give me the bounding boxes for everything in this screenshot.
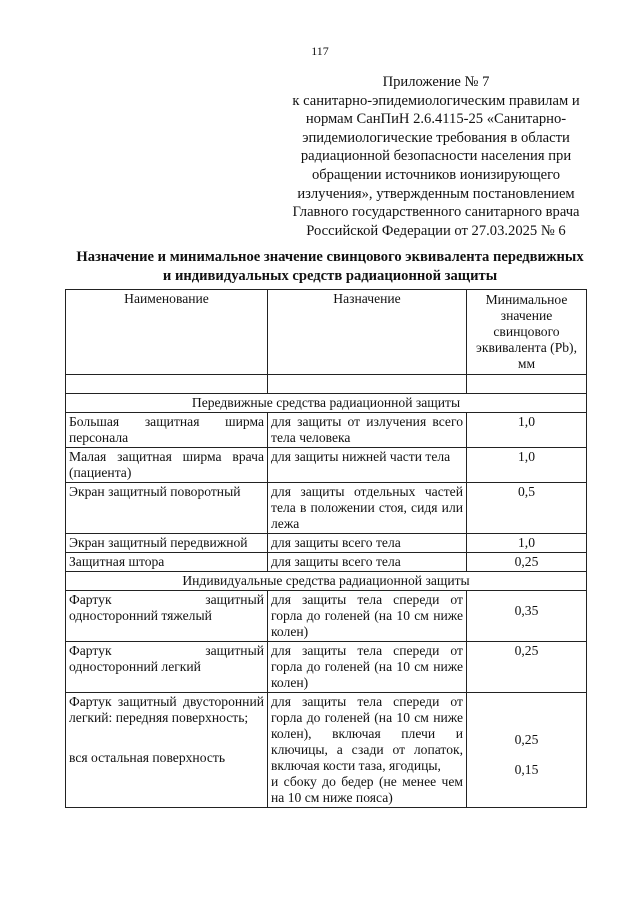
page-number: 117 (311, 44, 329, 58)
item-name-front: Фартук защитный двусторонний легкий: передняя поверхность; (69, 694, 264, 725)
appendix-line: к санитарно-эпидемиологическим правилам и (292, 92, 580, 109)
item-value: 0,25 (467, 553, 587, 572)
item-name: Фартук защитный односторонний легкий (66, 642, 268, 693)
appendix-line: обращении источников ионизирующего (311, 166, 561, 183)
appendix-heading (286, 73, 586, 240)
item-name-rest: вся остальная поверхность (69, 750, 226, 765)
table-spacer-row (66, 375, 587, 394)
item-value-front: 0,25 (514, 732, 539, 747)
table-row (66, 591, 587, 642)
title-line: и индивидуальных средств радиационной защиты (162, 267, 498, 284)
item-purpose: для защиты от излучения всего тела человека (268, 413, 467, 448)
appendix-line: эпидемиологические требования в области (302, 129, 570, 146)
item-purpose: для защиты тела спереди от горла до голеней (на 10 см ниже колен) (268, 642, 467, 693)
table-row (66, 693, 587, 808)
table-row (66, 534, 587, 553)
item-value: 1,0 (467, 534, 587, 553)
title-line: Назначение и минимальное значение свинцового эквивалента передвижных (76, 249, 584, 265)
item-purpose-line: для защиты тела спереди от горла до голеней (на 10 см ниже колен), включая плечи и ключицы, а сзади от лопаток, включая кости таза, ягодицы, (271, 694, 463, 773)
item-name-double-apron (66, 693, 268, 808)
item-value-double-apron (467, 693, 587, 808)
table-row (66, 413, 587, 448)
header-value: Минимальное значение свинцового эквивалента (Pb), мм (467, 290, 587, 375)
item-purpose: для защиты отдельных частей тела в положении стоя, сидя или лежа (268, 483, 467, 534)
item-name: Малая защитная ширма врача (пациента) (66, 448, 268, 483)
item-value-rest: 0,15 (514, 762, 539, 777)
section-row-individual (66, 572, 587, 591)
item-name: Большая защитная ширма персонала (66, 413, 268, 448)
item-name: Экран защитный передвижной (66, 534, 268, 553)
header-name: Наименование (66, 290, 268, 375)
section-title: Индивидуальные средства радиационной защиты (66, 572, 587, 591)
appendix-line: Российской Федерации от 27.03.2025 № 6 (306, 222, 566, 239)
item-name: Защитная штора (66, 553, 268, 572)
table-header-row (66, 290, 587, 375)
item-purpose: для защиты нижней части тела (268, 448, 467, 483)
appendix-line: Приложение № 7 (382, 74, 490, 90)
item-purpose: для защиты всего тела (268, 534, 467, 553)
table-row (66, 448, 587, 483)
table-row (66, 483, 587, 534)
table-row (66, 642, 587, 693)
item-value: 1,0 (467, 448, 587, 483)
item-value: 1,0 (467, 413, 587, 448)
section-row-mobile (66, 394, 587, 413)
section-title: Передвижные средства радиационной защиты (66, 394, 587, 413)
header-purpose: Назначение (268, 290, 467, 375)
table-row (66, 553, 587, 572)
appendix-line: Главного государственного санитарного врача (292, 204, 580, 221)
item-value: 0,5 (467, 483, 587, 534)
item-name: Фартук защитный односторонний тяжелый (66, 591, 268, 642)
item-value: 0,35 (467, 591, 587, 642)
appendix-line: нормам СанПиН 2.6.4115-25 «Санитарно- (305, 111, 567, 128)
item-purpose: для защиты всего тела (268, 553, 467, 572)
item-value: 0,25 (467, 642, 587, 693)
appendix-line: радиационной безопасности населения при (300, 148, 572, 165)
lead-equivalent-table (65, 289, 587, 808)
appendix-line: излучения», утвержденным постановлением (297, 185, 575, 202)
item-purpose-double-apron (268, 693, 467, 808)
item-purpose: для защиты тела спереди от горла до голеней (на 10 см ниже колен) (268, 591, 467, 642)
document-title (60, 248, 600, 285)
item-purpose-line: и сбоку до бедер (не менее чем на 10 см ниже пояса) (271, 774, 463, 805)
item-name: Экран защитный поворотный (66, 483, 268, 534)
